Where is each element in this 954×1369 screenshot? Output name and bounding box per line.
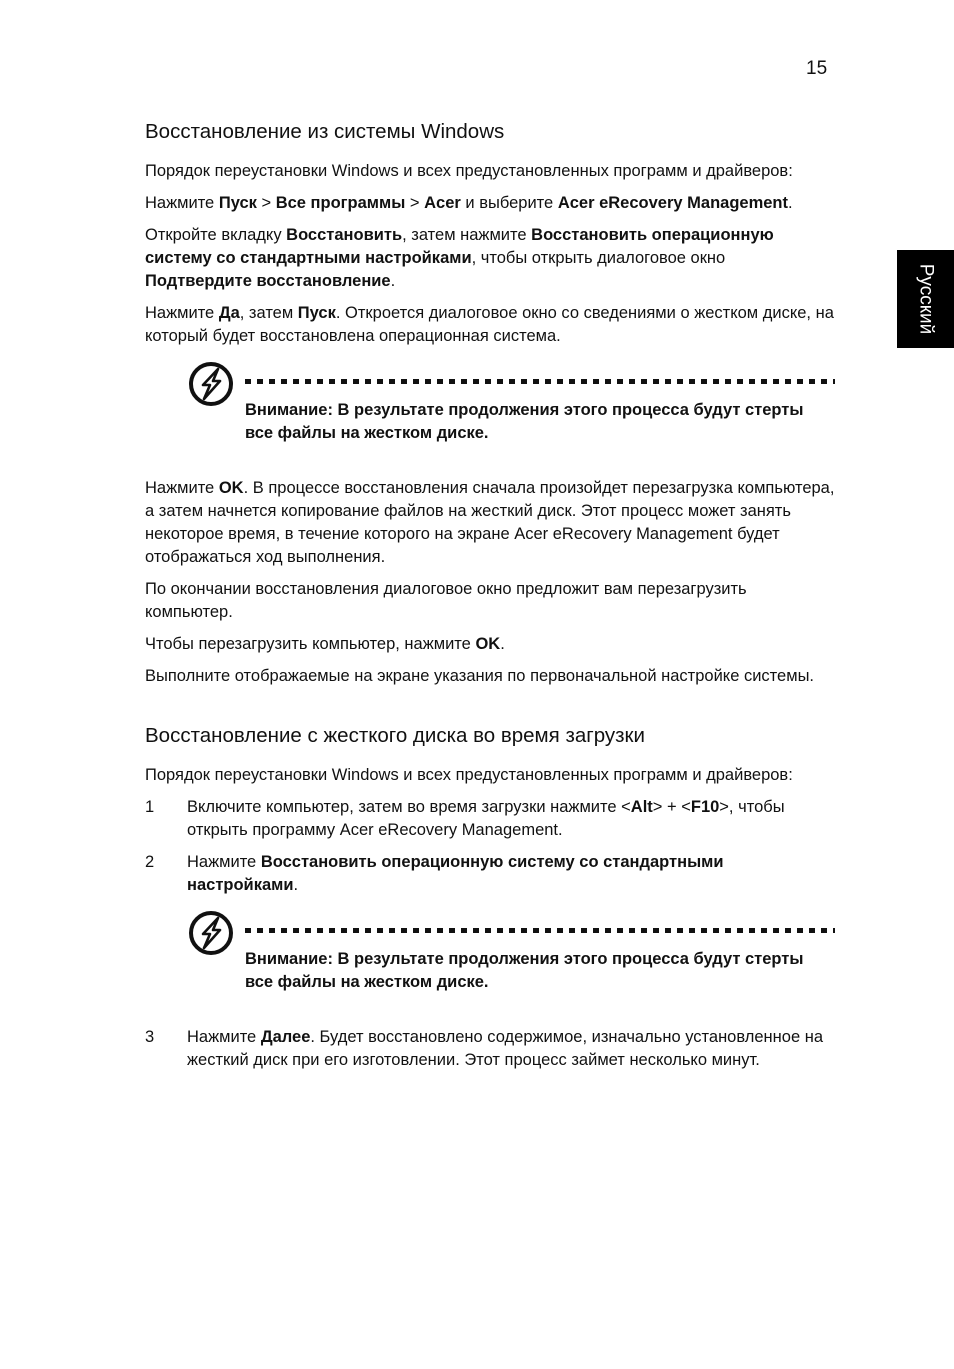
warning-dotted-rule [245,928,835,933]
warning-text: Внимание: В результате продолжения этого процесса будут стерты все файлы на жестком диске. [245,950,804,991]
step-number: 3 [145,1028,155,1046]
menu-term: Acer [424,194,461,212]
ui-term: Пуск [297,304,336,322]
ui-term: Далее [260,1028,311,1046]
section-heading-boot-recovery: Восстановление с жесткого диска во время загрузки [145,724,645,747]
warning-dotted-rule [245,379,835,384]
steps-list [145,796,835,897]
steps-list [145,1026,835,1072]
instruction-paragraph: По окончании восстановления диалоговое окно предложит вам перезагрузить компьютер. [145,580,747,621]
warning-box [145,910,835,1002]
instruction-paragraph: Чтобы перезагрузить компьютер, нажмите OK. [145,635,505,653]
list-item: 1 Включите компьютер, затем во время загрузки нажмите <Alt> + <F10>, чтобы открыть программу Acer eRecovery Management. [145,798,785,839]
ui-term: Подтвердите восстановление [145,272,391,290]
ui-term: Восстановить операционную систему со стандартными настройками [145,226,774,267]
menu-term: Все программы [275,194,406,212]
step-number: 1 [145,798,155,816]
warning-lightning-icon [188,361,234,407]
ui-term: OK [218,479,244,497]
ui-term: OK [475,635,501,653]
ui-term: Да [218,304,240,322]
instruction-paragraph: Выполните отображаемые на экране указания по первоначальной настройке системы. [145,667,815,685]
program-name: Acer eRecovery Management [557,194,788,212]
warning-lightning-icon [188,910,234,956]
language-tab [897,250,954,348]
warning-box [145,361,835,453]
language-tab-label: Русский [915,263,937,335]
page-number: 15 [806,58,828,79]
step-number: 2 [145,853,155,871]
instruction-paragraph: Нажмите Да, затем Пуск. Откроется диалоговое окно со сведениями о жестком диске, на который будет восстановлена операционная система. [145,304,834,345]
ui-term: Восстановить операционную систему со стандартными настройками [187,853,724,894]
instruction-paragraph: Нажмите OK. В процессе восстановления сначала произойдет перезагрузка компьютера, а затем начнется копирование файлов на жесткий диск. Этот процесс может занять некоторое время, в течение которого на экране Acer eRecovery Management будет отображаться ход выполнения. [145,479,835,566]
intro-paragraph: Порядок переустановки Windows и всех предустановленных программ и драйверов: [145,766,793,784]
ui-term: Восстановить [286,226,403,244]
warning-text: Внимание: В результате продолжения этого процесса будут стерты все файлы на жестком диске. [245,401,804,442]
key-term: Alt [630,798,653,816]
section-heading-windows-recovery: Восстановление из системы Windows [145,120,505,143]
key-term: F10 [690,798,720,816]
intro-paragraph: Порядок переустановки Windows и всех предустановленных программ и драйверов: [145,162,793,180]
instruction-paragraph: Откройте вкладку Восстановить, затем нажмите Восстановить операционную систему со стандартными настройками, чтобы открыть диалоговое окно Подтвердите восстановление. [145,226,774,290]
instruction-paragraph: Нажмите Пуск > Все программы > Acer и выберите Acer eRecovery Management. [145,194,793,212]
page-content [145,118,835,1081]
list-item: 2 Нажмите Восстановить операционную систему со стандартными настройками. [145,853,724,894]
menu-term: Пуск [218,194,257,212]
list-item: 3 Нажмите Далее. Будет восстановлено содержимое, изначально установленное на жесткий диск при его изготовлении. Этот процесс займет несколько минут. [145,1028,824,1069]
